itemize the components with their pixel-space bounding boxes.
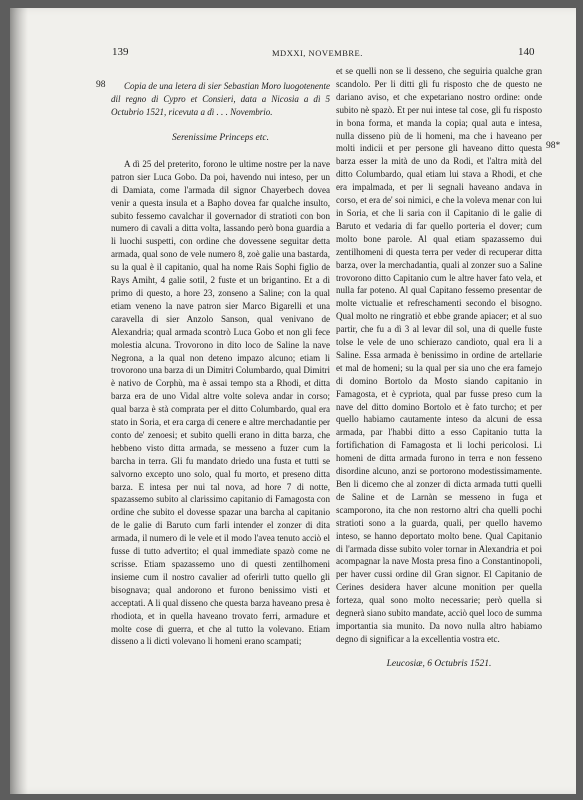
left-page-number: 139 bbox=[112, 46, 129, 58]
left-column bbox=[111, 80, 330, 648]
margin-number: 98* bbox=[546, 141, 561, 151]
right-column bbox=[336, 65, 542, 671]
left-body-text: A dì 25 del preterito, forono le ultime nostre per la nave patron sier Luca Gobo. Da poi, havendo nui inteso, per un di Damiata, come l'armada dil signor Chayerbech dovea venir a questa insula et a Bapho dovea far qualche insulto, subito fessemo cavalchar il governador di stratioti con bon numero di cavali a ditta volta, lassando però bona guardia a li luochi suspetti, con ordine che dovessene seguitar detta armada, qual sono de vele numero 8, zoè galie una bastarda, su la qual è il capitanio, qual ha nome Rais Sophi figlio de Rays Amiht, 4 galie sotil, 2 fuste et un brigantino. Et a dì primo di questo, a hore 23, zonseno a Saline; con la qual etiam veneno la nave patron sier Marco Bigarelli et una caravella di sier Anzolo Sanson, qual venivano de Alexandria; qual armada scontrò Luca Gobo et non gli fece molestia alcuna. Trovorono in dito loco de Saline la nave Negrona, a la qual non deteno impazo alcuno; etiam li trovorono una barza di un Dimitri Columbardo, qual Dimitri è nativo de Corphù, ma è assai tempo sta a Rhodi, et ditta barza era de uno Vidal altre volte soleva andar in corso; qual barza è stà comprata per el ditto Columbardo, qual era stato in Soria, et era carga di cenere e altre merchadantie per conto de' zenoesi; et subito quelli erano in ditta barza, che hebbeno visto ditta armada, se messeno a fuzer cum la barcha in terra. Gli fu mandato driedo una fusta et tutti se salvorno excepto uno solo, qual fu morto, et preseno ditta barza. E intesa per nui tal nova, ad hore 7 di notte, spazassemo subito al clarissimo capitanio di Famagosta con ordine che subito el dovesse spazar una barcha al capitanio de le galie di Baruto cum farli intender el zonzer di dita armada, il numero di le vele et il modo l'avea tenuto acciò el fusse di tutto advertito; el qual immediate spazò come ne scrisse. Etiam spazassemo uno di questi zentilhomeni insieme cum il nostro cavalier ad oferirli tutto quello gli bisognava; qual andorono et furono benissimo visti et acceptati. A li qual disseno che questa barza haveano presa è rhodiota, et in quella haveano trovato ferri, armadure et molte cose di guerra, et che al tutto la volevano. Etiam disseno a li dicti volevano li homeni erano scampati; bbox=[111, 158, 330, 647]
document-number: 98 bbox=[96, 80, 106, 90]
signature-line: Leucosiæ, 6 Octubris 1521. bbox=[386, 658, 492, 669]
document-heading: Copia de una letera di sier Sebastian Moro luogotenente dil regno di Cypro et Consieri, data a Nicosia a dì 5 Octubrio 1521, ricevuta a dì . . . Novembrio. bbox=[111, 81, 330, 117]
right-body-text: et se quelli non se li desseno, che seguiria qualche gran scandolo. Per li ditti gli fu risposto che de questo ne dariano aviso, et che expetariano nostro ordine: onde subito nè spazò. Et per nui intese tal cose, gli fu risposto in bona forma, et manda la copia; qual auta e intesa, nulla disseno più de li homeni, ma che i haveano per molti indicii et per persone gli haveano ditto questa barza esser la mità de uno da Rodi, et l'altra mità del ditto Columbardo, qual etiam lui stava a Rhodi, et che era impalmada, et per li segnali haveano andava in corso, et era de' soi nimici, e che la voleva menar con lui in Soria, et che li saria con il Capitanio di le galie di Baruto et vedaria di far quello porteria el dover; cum molto bone parole. Al qual etiam spazassemo dui zentilhomeni di questa terra per veder di recuperar ditta barza, over la merchadantia, quali al zonzer suo a Saline trovorono ditto Capitanio cum le altre haver fato vela, et nulla far poteno. Al qual Capitano fessemo presentar de molte victualie et refreschamenti secondo el bisogno. Qual molto ne ringratiò et ebbe grande apiacer; et al suo partir, che fu a dì 3 al levar dil sol, una di quelle fuste tolse le vele de uno schierazo candioto, qual era li a Saline. Essa armada è benissimo in ordine de artellarie et mal de homeni; su la qual per sia uno che era famejo di domino Bortolo da Mosto siando capitanio in Famagosta, et è cypriota, qual par fusse preso cum la nave del ditto domino Bortolo et è fato turcho; et per quello habiamo cautamente inteso da alcuni de essa armada, par l'habbi ditto a esso Capitanio tutta la fortifichation di Famagosta et li lochi pericolosi. Li homeni de ditta armada furono in terra e non fesseno disordine alcuno, anzi se portorono modestissimamente. Ben li dicemo che al zonzer di dicta armada tutti quelli de Saline et de Larnàn se messeno in fuga et scamporono, ita che non restorno altri cha quelli pochi stratioti sono a la guarda, quali, per quello havemo inteso, se hanno deportato molto bene. Qual Capitanio di l'armada disse subito voler tornar in Alexandria et poi acompagnar la nave Mosta presa fino a Constantinopoli, per haver cussi ordine dil Gran signor. El Capitanio de Cerines desidera haver alcune monition per quella forteza, qual sono molto necessarie; però quella si degnerà siano subito mandate, acciò quel loco de summa importantia sia munito. Da novo nulla altro habiamo degno di significar a la excellentia vostra etc. bbox=[336, 66, 542, 644]
salutation: Serenissime Princeps etc. bbox=[172, 133, 269, 143]
right-page-number: 140 bbox=[518, 46, 535, 58]
running-title: MDXXI, NOVEMBRE. bbox=[272, 48, 363, 58]
book-page bbox=[10, 8, 576, 794]
page-gutter-shadow bbox=[10, 8, 28, 794]
